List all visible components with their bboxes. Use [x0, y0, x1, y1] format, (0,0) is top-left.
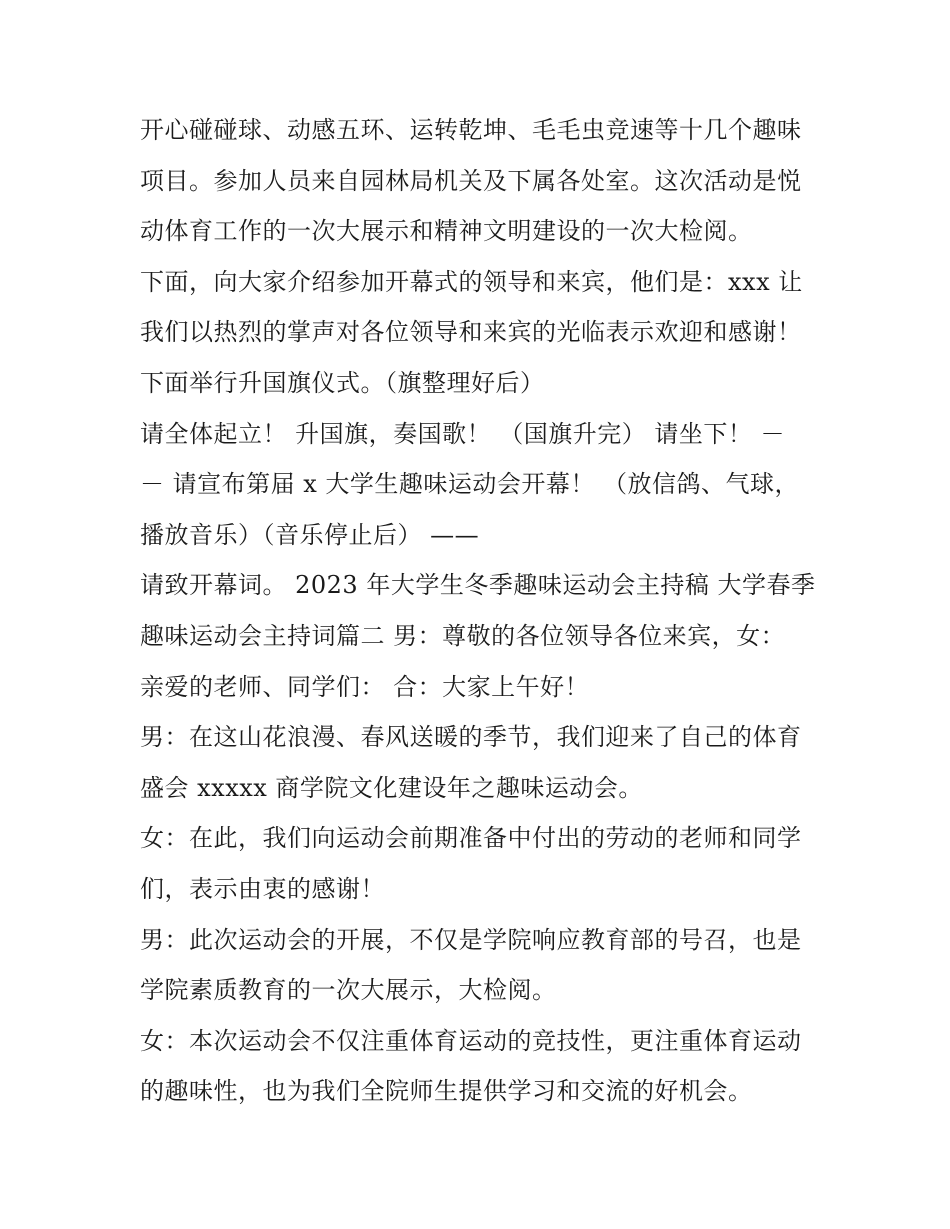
text-line: 项目。参加人员来自园林局机关及下属各处室。这次活动是悦 — [140, 167, 802, 195]
text-line: 们，表示由衷的感谢！ — [140, 875, 385, 903]
text-line: 下面举行升国旗仪式。（旗整理好后） — [140, 369, 545, 397]
text-line: 下面，向大家介绍参加开幕式的领导和来宾，他们是：xxx 让 — [140, 268, 803, 296]
text-line: 动体育工作的一次大展示和精神文明建设的一次大检阅。 — [140, 217, 753, 245]
text-line: 播放音乐）（音乐停止后） —— — [140, 521, 480, 549]
text-line: 趣味运动会主持词篇二 男：尊敬的各位领导各位来宾，女： — [140, 622, 786, 650]
text-line: 请全体起立！ 升国旗，奏国歌！ （国旗升完） 请坐下！ － — [140, 420, 786, 448]
text-line: 女：在此，我们向运动会前期准备中付出的劳动的老师和同学 — [140, 824, 802, 852]
text-line: 盛会 xxxxx 商学院文化建设年之趣味运动会。 — [140, 774, 643, 802]
text-line: 我们以热烈的掌声对各位领导和来宾的光临表示欢迎和感谢！ — [140, 318, 802, 346]
text-line: 学院素质教育的一次大展示，大检阅。 — [140, 976, 557, 1004]
text-line: 请致开幕词。 2023 年大学生冬季趣味运动会主持稿 大学春季 — [140, 571, 816, 599]
text-line: 男：在这山花浪漫、春风送暖的季节，我们迎来了自己的体育 — [140, 723, 802, 751]
text-line: 亲爱的老师、同学们： 合：大家上午好！ — [140, 673, 590, 701]
text-line: 男：此次运动会的开展，不仅是学院响应教育部的号召，也是 — [140, 926, 802, 954]
text-line: 女：本次运动会不仅注重体育运动的竞技性，更注重体育运动 — [140, 1027, 802, 1055]
text-line: 开心碰碰球、动感五环、运转乾坤、毛毛虫竞速等十几个趣味 — [140, 116, 802, 144]
text-line: 的趣味性，也为我们全院师生提供学习和交流的好机会。 — [140, 1077, 753, 1105]
text-line: － 请宣布第届 x 大学生趣味运动会开幕！ （放信鸽、气球， — [140, 470, 800, 498]
